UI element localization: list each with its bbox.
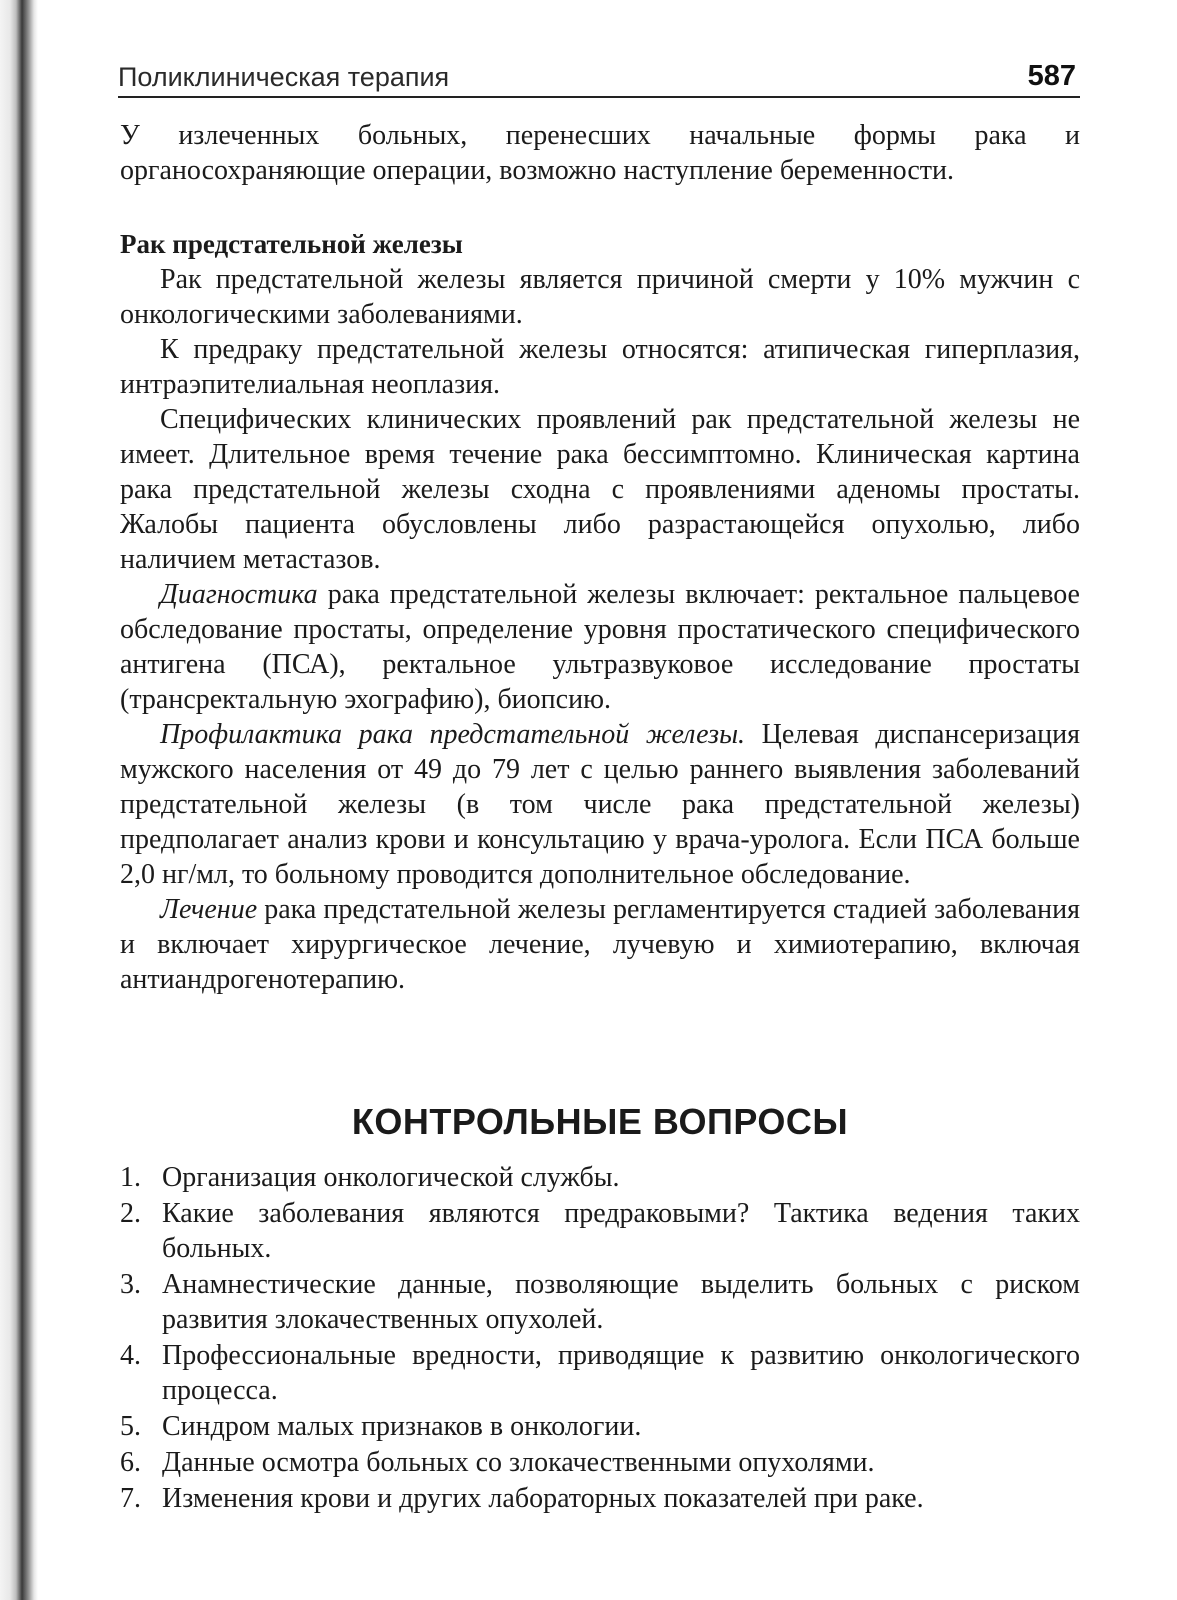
question-text: Организация онкологической службы. [162,1162,620,1193]
prevention-text: Целевая диспансеризация мужского населения от 49 до 79 лет с целью раннего выявления заболеваний предстательной железы (в том числе рака предстательной железы) предполагает анализ крови и консультацию у врача-уролога. Если ПСА больше 2,0 нг/мл, то больному проводится дополнительное обследование. [120,719,1080,890]
question-text: Профессиональные вредности, приводящие к развитию онкологического процесса. [162,1340,1080,1406]
running-title: Поликлиническая терапия [118,62,450,92]
question-number: 4. [120,1340,141,1371]
list-item [120,1409,1080,1444]
page-spine-edge [0,0,38,1600]
question-number: 5. [120,1411,141,1442]
question-text: Какие заболевания являются предраковыми? Тактика ведения таких больных. [162,1198,1080,1264]
body-text [120,118,1080,997]
list-item [120,1445,1080,1480]
section-heading: Рак предстательной железы [120,229,463,259]
paragraph-mortality: Рак предстательной железы является причиной смерти у 10% мужчин с онкологическими заболеваниями. [120,264,1080,330]
question-number: 3. [120,1269,141,1300]
question-number: 6. [120,1447,141,1478]
question-text: Синдром малых признаков в онкологии. [162,1411,642,1442]
diagnostics-lead: Диагностика [160,579,318,610]
question-number: 7. [120,1483,141,1514]
list-item [120,1481,1080,1516]
question-text: Анамнестические данные, позволяющие выделить больных с риском развития злокачественных опухолей. [162,1269,1080,1335]
page-number: 587 [1027,60,1076,92]
question-text: Данные осмотра больных со злокачественными опухолями. [162,1447,875,1478]
paragraph-prevention [120,717,1080,892]
page-header [118,60,1080,98]
paragraph-precancer: К предраку предстательной железы относятся: атипическая гиперплазия, интраэпителиальная неоплазия. [120,334,1080,400]
prevention-lead: Профилактика рака предстательной железы. [160,719,746,750]
paragraph-diagnostics [120,577,1080,717]
paragraph-treatment [120,892,1080,997]
questions-list [120,1160,1080,1517]
list-item [120,1196,1080,1266]
list-item [120,1338,1080,1408]
list-item [120,1267,1080,1337]
question-text: Изменения крови и других лабораторных показателей при раке. [162,1483,924,1514]
treatment-text: рака предстательной железы регламентируется стадией заболевания и включает хирургическое лечение, лучевую и химиотерапию, включая антиандрогенотерапию. [120,894,1080,995]
questions-title: КОНТРОЛЬНЫЕ ВОПРОСЫ [351,1101,849,1142]
intro-paragraph: У излеченных больных, перенесших начальные формы рака и органосохраняющие операции, возможно наступление беременности. [120,120,1080,186]
paragraph-symptoms: Специфических клинических проявлений рак предстательной железы не имеет. Длительное время течение рака бессимптомно. Клиническая картина рака предстательной железы сходна с проявлениями аденомы простаты. Жалобы пациента обусловлены либо разрастающейся опухолью, либо наличием метастазов. [120,404,1080,575]
question-number: 2. [120,1198,141,1229]
question-number: 1. [120,1162,141,1193]
treatment-lead: Лечение [160,894,258,925]
diagnostics-text: рака предстательной железы включает: ректальное пальцевое обследование простаты, определение уровня простатического специфического антигена (ПСА), ректальное ультразвуковое исследование простаты (трансректальную эхографию), биопсию. [120,579,1080,715]
list-item [120,1160,1080,1195]
